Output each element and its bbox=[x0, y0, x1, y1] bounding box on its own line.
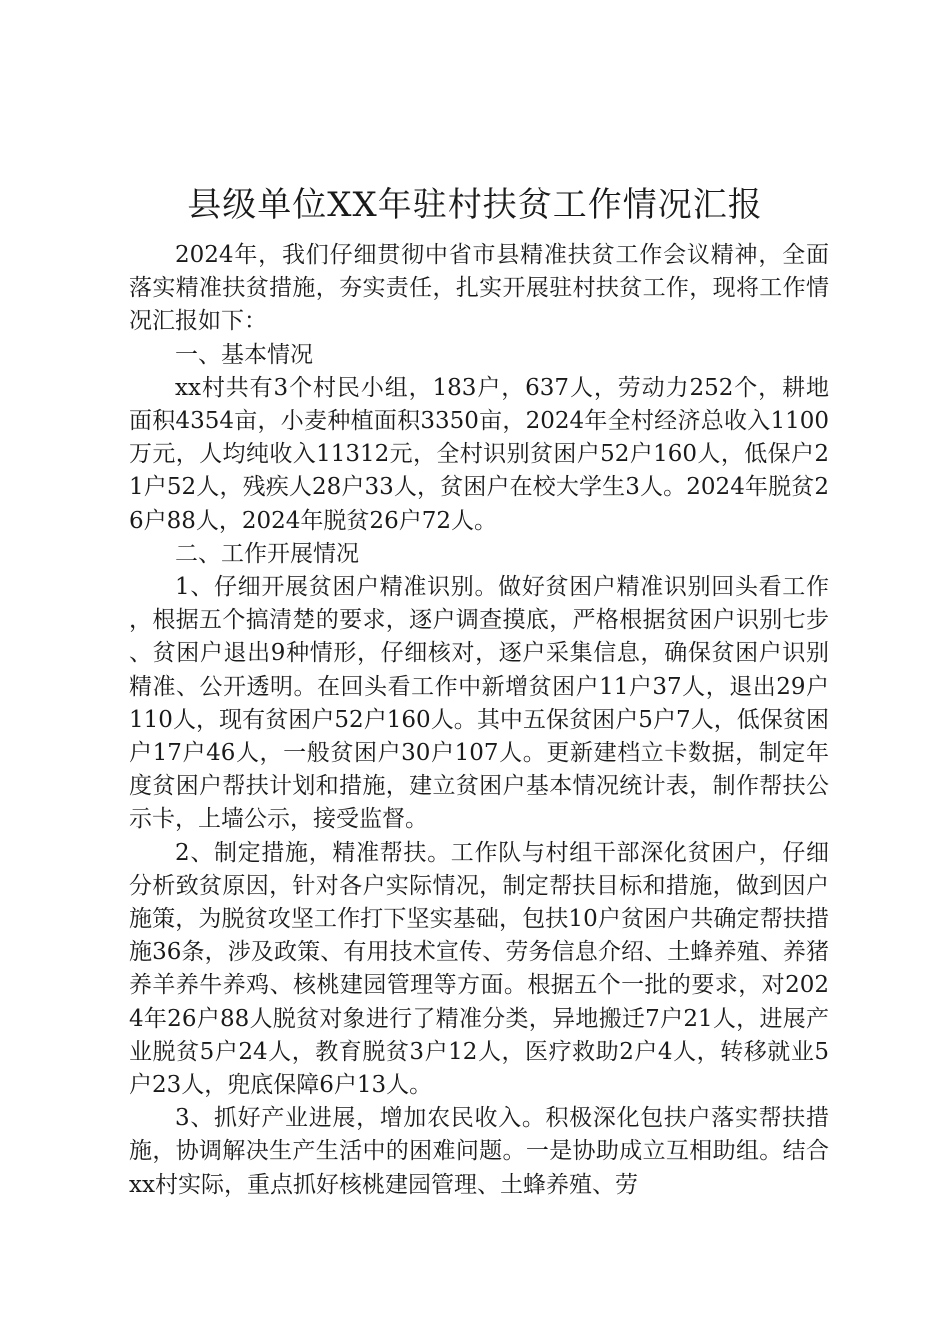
document-title: 县级单位XX年驻村扶贫工作情况汇报 bbox=[187, 185, 763, 225]
section-heading-work: 二、工作开展情况 bbox=[175, 540, 359, 567]
paragraph-intro: 2024年，我们仔细贯彻中省市县精准扶贫工作会议精神，全面落实精准扶贫措施，夯实责任，扎实开展驻村扶贫工作，现将工作情况汇报如下： bbox=[129, 242, 829, 335]
paragraph-basic-info: xx村共有3个村民小组，183户，637人，劳动力252个，耕地面积4354亩，小麦种植面积3350亩，2024年全村经济总收入1100万元，人均纯收入11312元，全村识别贫困户52户160人，低保户21户52人，残疾人28户33人，贫困户在校大学生3人。2024年脱贫26户88人，2024年脱贫26户72人。 bbox=[129, 374, 829, 534]
paragraph-item-1: 1、仔细开展贫困户精准识别。做好贫困户精准识别回头看工作，根据五个搞清楚的要求，逐户调查摸底，严格根据贫困户识别七步、贫困户退出9种情形，仔细核对，逐户采集信息，确保贫困户识别精准、公开透明。在回头看工作中新增贫困户11户37人，退出29户110人，现有贫困户52户160人。其中五保贫困户5户7人，低保贫困户17户46人，一般贫困户30户107人。更新建档立卡数据，制定年度贫困户帮扶计划和措施，建立贫困户基本情况统计表，制作帮扶公示卡，上墙公示，接受监督。 bbox=[129, 574, 829, 833]
section-heading-basic: 一、基本情况 bbox=[175, 341, 313, 368]
paragraph-item-3: 3、抓好产业进展，增加农民收入。积极深化包扶户落实帮扶措施，协调解决生产生活中的困难问题。一是协助成立互相助组。结合xx村实际，重点抓好核桃建园管理、土蜂养殖、劳 bbox=[129, 1105, 829, 1198]
paragraph-item-2: 2、制定措施，精准帮扶。工作队与村组干部深化贫困户，仔细分析致贫原因，针对各户实际情况，制定帮扶目标和措施，做到因户施策，为脱贫攻坚工作打下坚实基础，包扶10户贫困户共确定帮扶措施36条，涉及政策、有用技术宣传、劳务信息介绍、土蜂养殖、养猪养羊养牛养鸡、核桃建园管理等方面。根据五个一批的要求，对2024年26户88人脱贫对象进行了精准分类，异地搬迁7户21人，进展产业脱贫5户24人，教育脱贫3户12人，医疗救助2户4人，转移就业5户23人，兜底保障6户13人。 bbox=[129, 839, 829, 1099]
document-body bbox=[129, 239, 829, 1202]
